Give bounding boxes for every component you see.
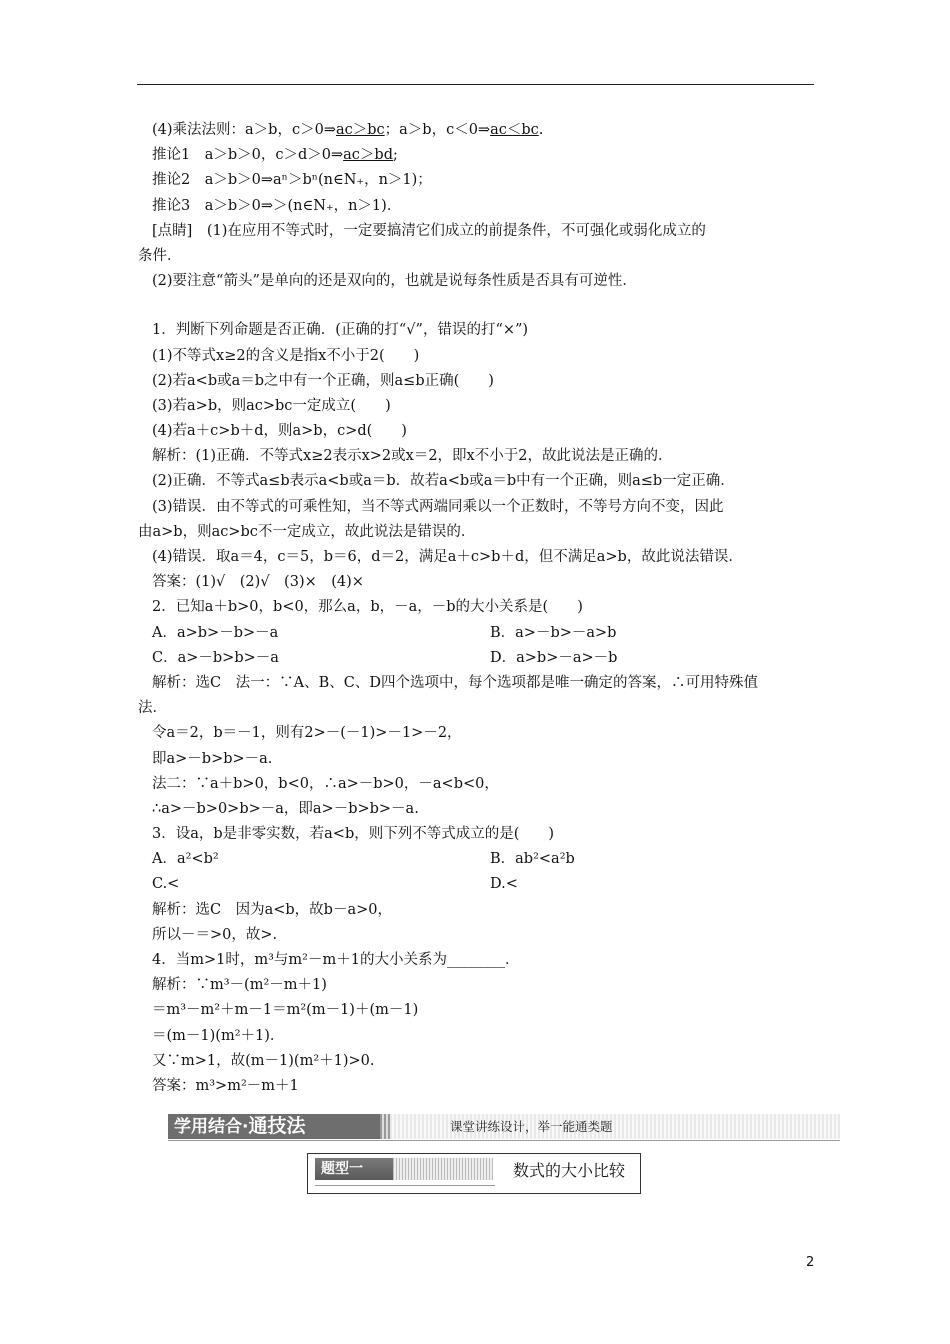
- analysis-line: 解析：选C 法一：∵A、B、C、D四个选项中，每个选项都是唯一确定的答案，∴可用特殊值: [152, 674, 758, 691]
- option-d: D．a>b>－a>－b: [490, 649, 618, 666]
- analysis-line: (3)错误．由不等式的可乘性知，当不等式两端同乘以一个正数时，不等号方向不变，因此: [152, 498, 724, 515]
- question-3: 3．设a，b是非零实数，若a<b，则下列不等式成立的是( ): [152, 826, 555, 843]
- option-row: [152, 847, 814, 872]
- analysis-line: 由a>b，则ac>bc不一定成立，故此说法是错误的．: [138, 523, 476, 540]
- analysis-line: (2)正确．不等式a≤b表示a<b或a＝b．故若a<b或a＝b中有一个正确，则a≤b一定正确．: [152, 473, 735, 490]
- option-a: A．a²<b²: [152, 851, 219, 868]
- analysis-line: ＝(m－1)(m²＋1)．: [152, 1027, 285, 1044]
- option-a: A．a>b>－b>－a: [152, 624, 279, 641]
- text-line: 推论2 a＞b＞0⇒aⁿ＞bⁿ(n∈N₊，n＞1)；: [152, 172, 432, 189]
- page-content: [138, 118, 814, 1099]
- question-4: 4．当m>1时，m³与m²－m＋1的大小关系为________．: [152, 952, 520, 968]
- note-line: (2)要注意“箭头”是单向的还是双向的，也就是说每条性质是否具有可逆性．: [152, 273, 637, 290]
- option-b: B．ab²<a²b: [490, 851, 575, 868]
- header-rule: [137, 84, 814, 85]
- analysis-line: 解析：∵m³－(m²－m＋1): [152, 977, 327, 994]
- question-type-box: [307, 1153, 641, 1194]
- type-stripe-decoration: [393, 1158, 493, 1180]
- text-line: (4)若a＋c>b＋d，则a>b，c>d( ): [152, 423, 407, 440]
- analysis-line: ∴a>－b>0>b>－a，即a>－b>b>－a.: [152, 800, 419, 817]
- question-2: 2．已知a＋b>0，b<0，那么a，b，－a，－b的大小关系是( ): [152, 599, 583, 616]
- text-line: (4)乘法法则：a＞b，c＞0⇒ac＞bc；a＞b，c＜0⇒ac＜bc.: [152, 122, 544, 138]
- text-line: 推论3 a＞b＞0⇒＞(n∈N₊，n＞1)．: [152, 197, 402, 214]
- text-line: 推论1 a＞b＞0，c＞d＞0⇒ac＞bd;: [152, 147, 398, 164]
- analysis-line: 令a＝2，b＝－1，则有2>－(－1)>－1>－2，: [152, 725, 462, 742]
- analysis-line: 所以－＝>0，故>.: [152, 926, 278, 943]
- note-line: 条件．: [138, 247, 182, 264]
- option-d: D.<: [490, 876, 518, 893]
- note-line: [点睛] (1)在应用不等式时，一定要搞清它们成立的前提条件，不可强化或弱化成立的: [152, 222, 706, 239]
- page-number: 2: [806, 1255, 815, 1270]
- analysis-line: 解析：(1)正确．不等式x≥2表示x>2或x＝2，即x不小于2，故此说法是正确的．: [152, 448, 673, 465]
- underlined-answer: ac＜bc: [490, 122, 539, 138]
- option-row: [152, 621, 814, 646]
- analysis-line: 解析：选C 因为a<b，故b－a>0，: [152, 901, 392, 918]
- option-row: [152, 872, 814, 897]
- option-c: C.<: [152, 876, 180, 893]
- text-line: (2)若a<b或a＝b之中有一个正确，则a≤b正确( ): [152, 372, 494, 389]
- analysis-line: ＝m³－m²＋m－1＝m²(m－1)＋(m－1): [152, 1002, 419, 1019]
- analysis-line: 法．: [138, 700, 167, 717]
- type-label: 题型一: [315, 1158, 393, 1180]
- text-line: (3)若a>b，则ac>bc一定成立( ): [152, 397, 391, 414]
- option-b: B．a>－b>－a>b: [490, 624, 617, 641]
- banner-decoration: [380, 1114, 390, 1139]
- analysis-line: 法二：∵a＋b>0，b<0，∴a>－b>0，－a<b<0，: [152, 775, 499, 792]
- section-banner: [168, 1113, 840, 1141]
- answer-line: 答案：(1)√ (2)√ (3)× (4)×: [152, 574, 364, 591]
- analysis-line: 又∵m>1，故(m－1)(m²＋1)>0.: [152, 1052, 375, 1069]
- answer-line: 答案：m³>m²－m＋1: [152, 1077, 299, 1094]
- analysis-line: (4)错误．取a＝4，c＝5，b＝6，d＝2，满足a＋c>b＋d，但不满足a>b，故此说法错误．: [152, 549, 743, 565]
- text-line: (1)不等式x≥2的含义是指x不小于2( ): [152, 347, 420, 364]
- question-1: 1．判断下列命题是否正确．(正确的打“√”，错误的打“×”): [152, 322, 529, 339]
- type-rule: [315, 1185, 495, 1186]
- banner-title: 学用结合·通技法: [168, 1114, 380, 1139]
- type-title: 数式的大小比较: [513, 1161, 626, 1180]
- underlined-answer: ac＞bd: [343, 147, 393, 164]
- underlined-answer: ac＞bc: [335, 122, 385, 138]
- banner-rule: [168, 1140, 840, 1141]
- option-row: [152, 646, 814, 671]
- analysis-line: 即a>－b>b>－a.: [152, 750, 273, 767]
- option-c: C．a>－b>b>－a: [152, 649, 279, 666]
- banner-subtitle: 课堂讲练设计，举一能通类题: [390, 1114, 840, 1139]
